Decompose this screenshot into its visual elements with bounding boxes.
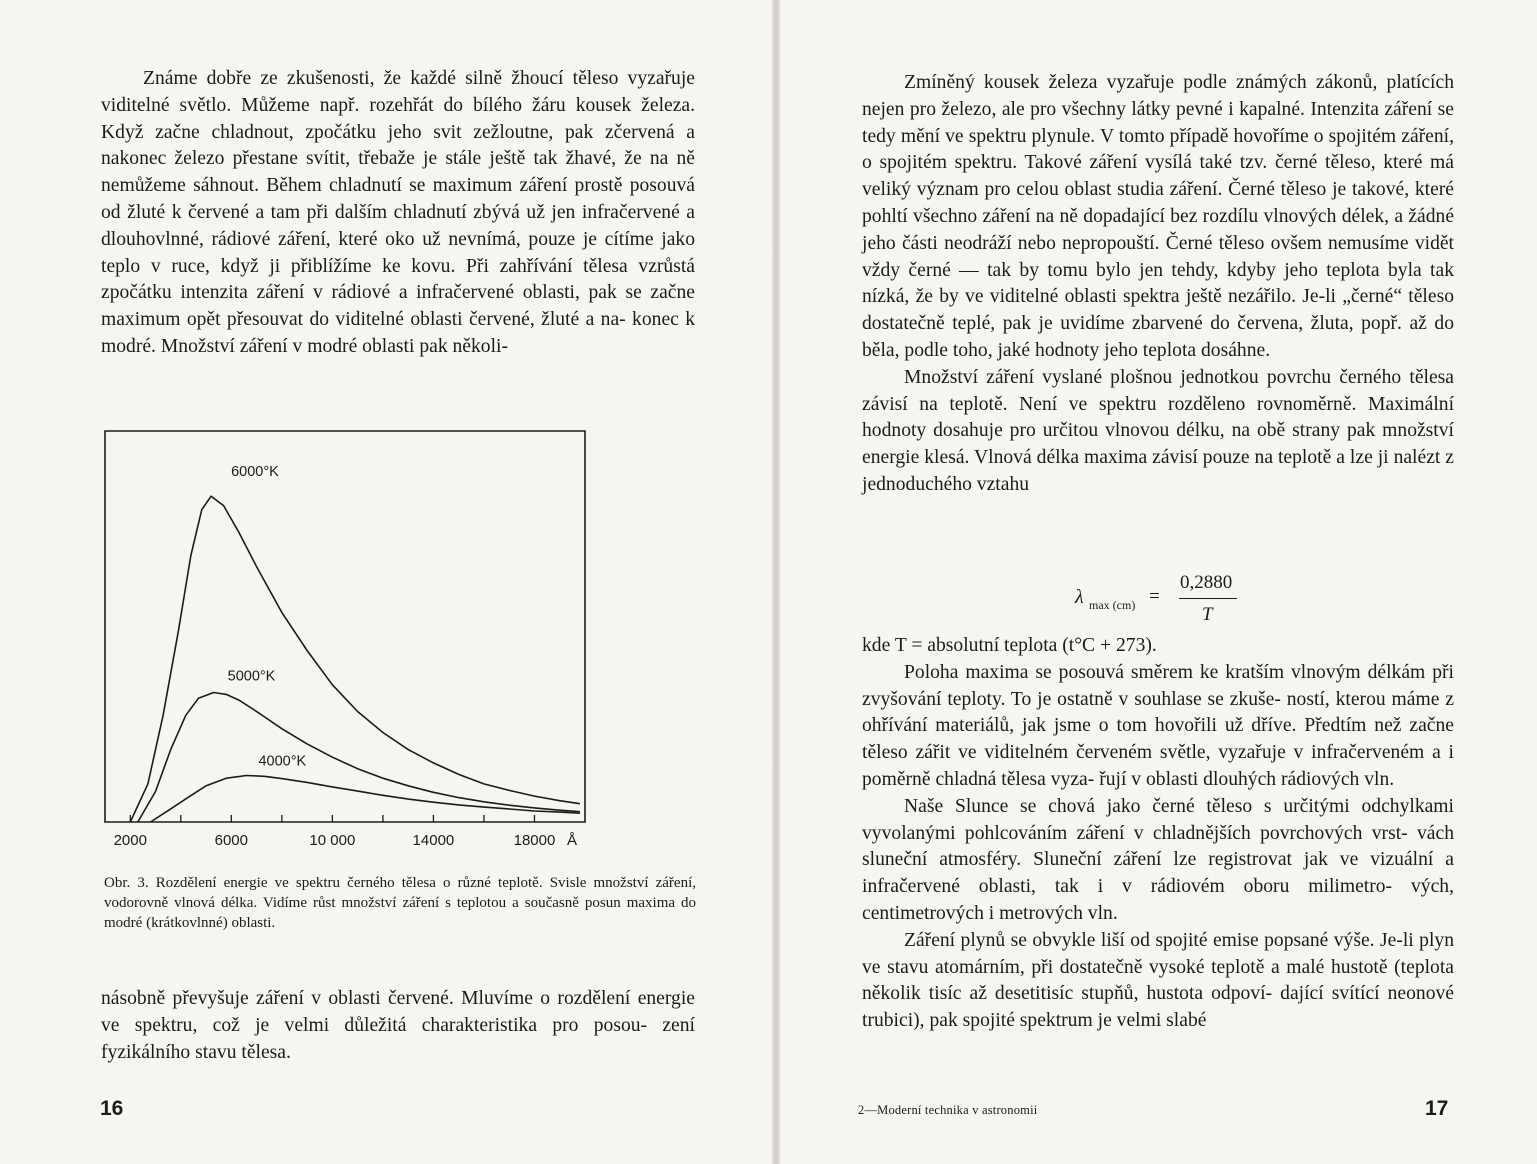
formula-equals: = (1149, 586, 1160, 607)
formula-numerator: 0,2880 (1180, 572, 1233, 593)
right-page (780, 0, 1537, 1164)
x-tick-label: 14000 (412, 832, 455, 849)
book-gutter (772, 0, 780, 1164)
right-lower-text (862, 633, 1454, 1035)
page-footer: 2—Moderní technika v astronomii (858, 1103, 1038, 1117)
series-label-3: 4000°K (258, 753, 307, 770)
series-label-1: 6000°K (231, 464, 279, 481)
paragraph: Zmíněný kousek železa vyzařuje podle známých zákonů, platících nejen pro železo, ale pro všechny látky pevné i kapalné. Intenzita záření se tedy mění ve spektru plynule. V tomto případě hovoříme o spojitém záření, o spojitém spektru. Takové záření vysílá také tzv. černé těleso, které má veliký význam pro celou oblast studia záření. Černé těleso je takové, které pohltí všechno záření na ně dopadající bez rozdílu vlnových délek, a žádné jeho části neodráží nebo nepropouští. Černé těleso ovšem nemusíme vidět vždy černé — tak by tomu bylo jen tehdy, kdyby jeho teplota byla tak nízká, že by ve viditelné oblasti spektra ještě nezářilo. Je-li „černé“ těleso dostatečně teplé, pak je uvidíme zbarvené do červena, žluta, popř. až do běla, podle toho, jaké hodnoty jeho teplota dosáhne. (862, 72, 1455, 361)
paragraph: Poloha maxima se posouvá směrem ke kratším vlnovým délkám při zvyšování teploty. To je ostatně v souhlase se zkuše- ností, kterou máme z ohřívání materiálů, jak jsme o tom hovořili už dříve. Předtím než začne těleso zářit ve viditelném červeném světle, vyzařuje v infračerveném a i poměrně chladná tělesa vyza- řují v oblasti dlouhých rádiových vln. (862, 661, 1454, 790)
x-unit-label: Å (566, 832, 578, 849)
where-line: kde T = absolutní teplota (t°C + 273). (862, 635, 1157, 656)
x-tick-label: 18000 (513, 832, 556, 849)
formula-subscript: max (cm) (1089, 598, 1136, 612)
left-bottom-paragraph: násobně převyšuje záření v oblasti červené. Mluvíme o rozdělení energie ve spektru, což je velmi důležitá charakteristika pro posou- zení fyzikálního stavu tělesa. (101, 988, 695, 1063)
paragraph: Záření plynů se obvykle liší od spojité emise popsané výše. Je-li plyn ve stavu atomárním, při dostatečně vysoké teplotě a malé hustotě (teplota několik tisíc až desetitisíc stupňů, hustota odpoví- dající svítící neonové trubici), pak spojité spektrum je velmi slabé (862, 929, 1455, 1032)
formula-lambda: λ (1075, 586, 1084, 608)
blackbody-chart (100, 425, 595, 855)
fraction-bar (1179, 598, 1237, 599)
paragraph: Známe dobře ze zkušenosti, že každé silně žhoucí těleso vyzařuje viditelné světlo. Můžeme např. rozehřát do bílého žáru kousek železa. Když začne chladnout, zpočátku jeho svit zežloutne, pak zčervená a nakonec železo přestane svítit, třebaže je stále ještě tak žhavé, že na ně nemůžeme sáhnout. Během chladnutí se maximum záření prostě posouvá od žluté k červené a tam při dalším chladnutí zbývá už jen infračervené a dlouhovlnné, rádiové záření, které oko už nevnímá, pouze je cítíme jako teplo v ruce, když ji přiblížíme ke kovu. Při zahřívání tělesa vzrůstá zpočátku intenzita záření v rádiové a infračervené oblasti, pak se začne maximum opět přesouvat do viditelné oblasti červené, žluté a na- konec k modré. Množství záření v modré oblasti pak několi- (101, 68, 696, 357)
paragraph: Množství záření vyslané plošnou jednotkou povrchu černého tělesa závisí na teplotě. Není ve spektru rozděleno rovnoměrně. Maximální hodnoty dosahuje pro určitou vlnovou délku, na obě strany pak množství energie klesá. Vlnová délka maxima závisí pouze na teplotě a lze ji nalézt z jednoduchého vztahu (862, 366, 1455, 495)
paragraph: Naše Slunce se chová jako černé těleso s určitými odchylkami vyvolanými pohlcováním záření v chladnějších povrchových vrst- vách sluneční atmosféry. Sluneční záření lze registrovat jak ve vizuální a infračervené oblasti, tak i v rádiovém oboru milimetro- vých, centimetrových i metrových vln. (862, 795, 1454, 924)
series-line-1 (130, 496, 580, 822)
x-tick-label: 10 000 (309, 832, 356, 849)
series-line-3 (151, 776, 580, 823)
blackbody-spectrum-figure (100, 425, 595, 855)
page-number-right: 17 (1425, 1097, 1449, 1120)
right-upper-text (862, 70, 1454, 499)
page-number-left: 16 (100, 1097, 124, 1120)
x-tick-label: 2000 (113, 832, 147, 849)
series-label-2: 5000°K (227, 668, 276, 685)
wien-formula (1055, 572, 1255, 632)
formula-denominator: T (1202, 604, 1213, 625)
figure-caption: Obr. 3. Rozdělení energie ve spektru černého tělesa o různé teplotě. Svisle množství záření, vodorovně vlnová délka. Vidíme růst množství záření s teplotou a současně posun maxima do modré (krátkovlnné) oblasti. (104, 875, 697, 931)
x-tick-label: 6000 (214, 832, 249, 849)
left-top-paragraph (101, 66, 695, 361)
